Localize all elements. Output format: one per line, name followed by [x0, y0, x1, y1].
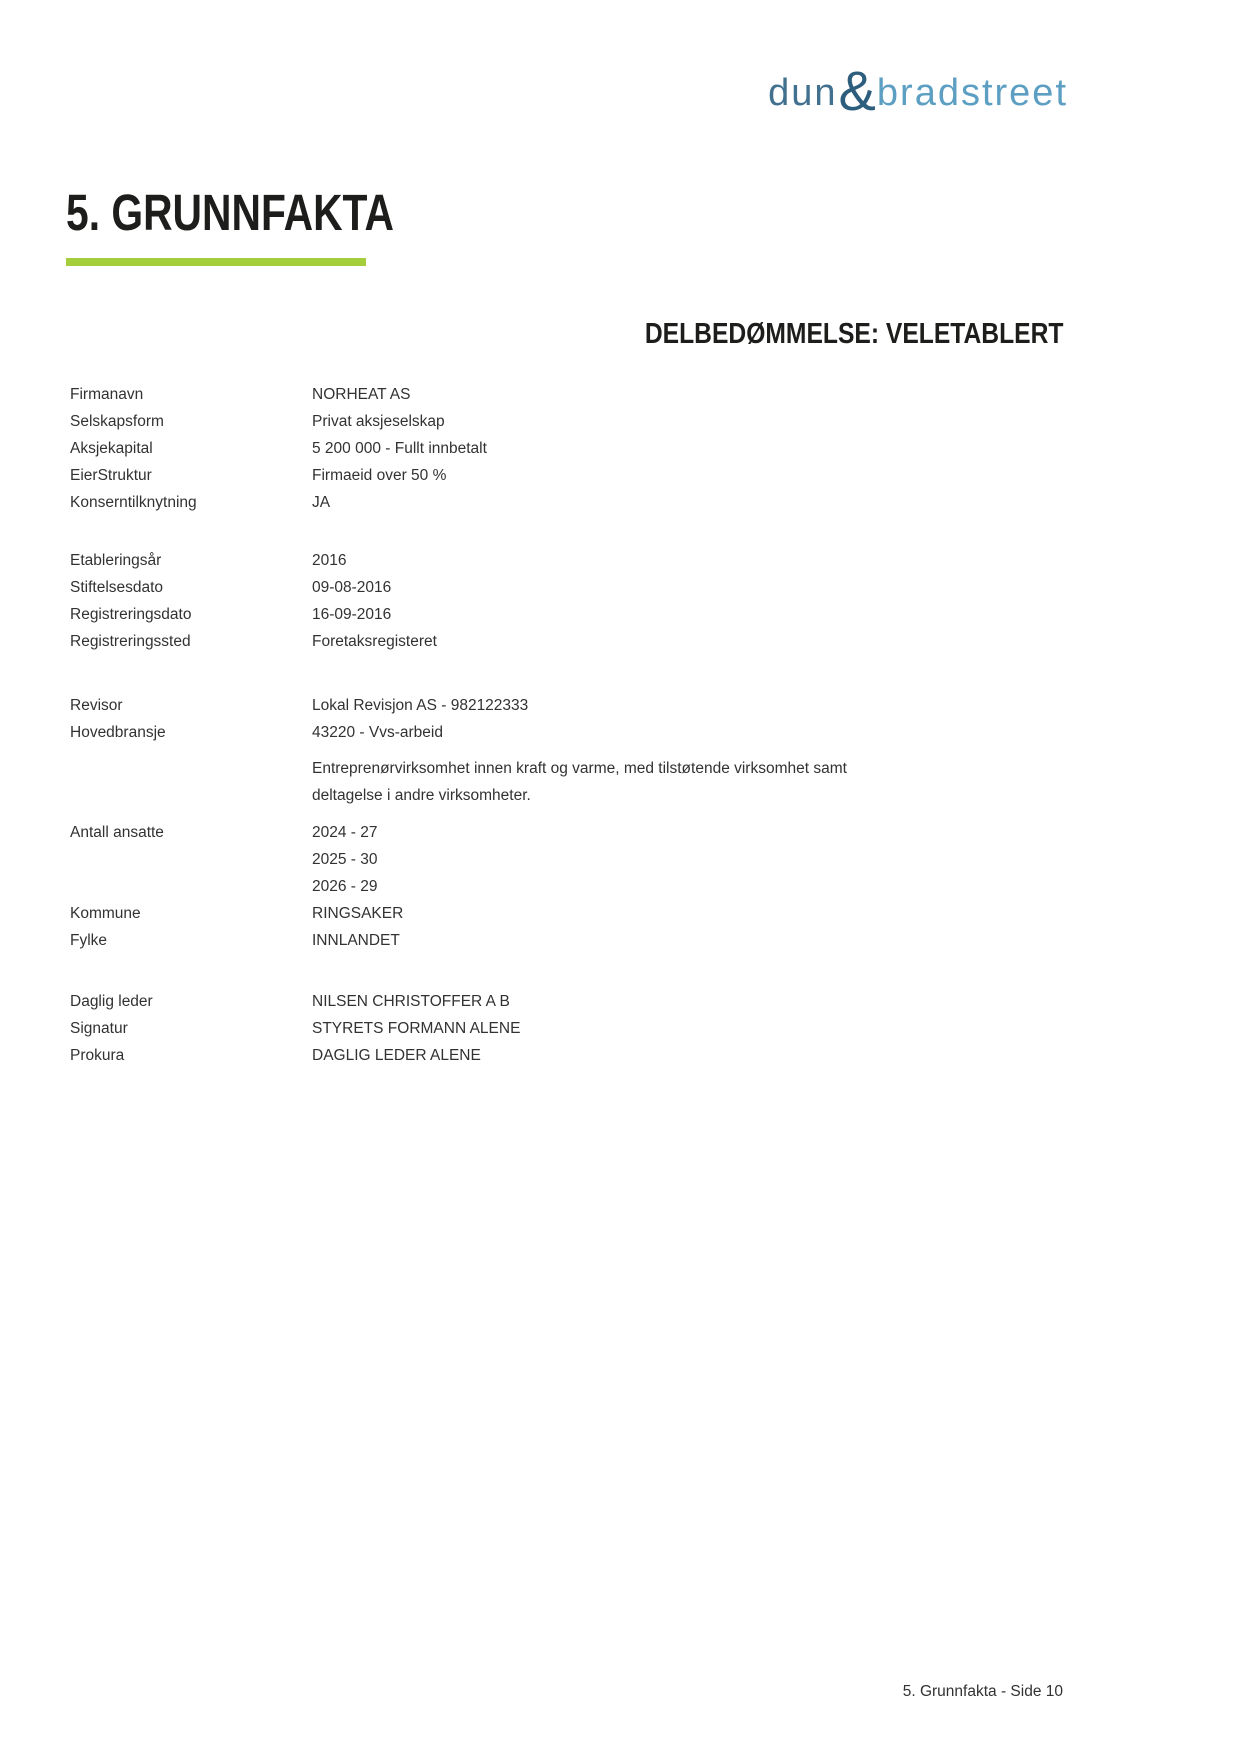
fact-row	[70, 1015, 1131, 1042]
fact-row	[70, 819, 1131, 846]
dun-bradstreet-logo	[768, 58, 1068, 122]
fact-value: 2024 - 27	[312, 824, 378, 841]
fact-label: Fylke	[70, 932, 108, 949]
fact-row	[70, 574, 1131, 601]
fact-label: Revisor	[70, 697, 123, 714]
page-footer: 5. Grunnfakta - Side 10	[902, 1683, 1063, 1700]
fact-value: 2016	[312, 552, 347, 569]
fact-value: 2026 - 29	[312, 878, 378, 895]
fact-label: Firmanavn	[70, 386, 144, 403]
fact-row	[70, 692, 1131, 719]
fact-label: Etableringsår	[70, 552, 162, 569]
fact-value: NORHEAT AS	[312, 386, 411, 403]
fact-value: 16-09-2016	[312, 606, 392, 623]
logo-word-bradstreet: bradstreet	[876, 72, 1068, 114]
sub-rating-heading: DELBEDØMMELSE: VELETABLERT	[644, 318, 1063, 350]
fact-value: 2025 - 30	[312, 851, 378, 868]
industry-description-line: deltagelse i andre virksomheter.	[312, 787, 531, 804]
fact-label	[70, 846, 312, 873]
fact-row	[70, 1042, 1131, 1069]
fact-label: Registreringsdato	[70, 606, 192, 623]
fact-label: Hovedbransje	[70, 724, 166, 741]
fact-row	[70, 846, 1131, 873]
fact-row	[70, 628, 1131, 655]
fact-value: 09-08-2016	[312, 579, 392, 596]
fact-row	[70, 719, 1131, 746]
fact-value: STYRETS FORMANN ALENE	[312, 1020, 521, 1037]
fact-label: EierStruktur	[70, 467, 152, 484]
industry-description-line: Entreprenørvirksomhet innen kraft og varme, med tilstøtende virksomhet samt	[312, 760, 847, 777]
fact-value: RINGSAKER	[312, 905, 404, 922]
fact-value: Privat aksjeselskap	[312, 413, 445, 430]
fact-row	[70, 435, 1131, 462]
fact-row	[70, 601, 1131, 628]
industry-description	[312, 755, 972, 809]
facts-list	[70, 381, 1131, 1069]
fact-label: Stiftelsesdato	[70, 579, 164, 596]
facts-group-business	[70, 692, 1131, 954]
fact-label: Signatur	[70, 1020, 128, 1037]
fact-label: Selskapsform	[70, 413, 164, 430]
section-title: 5. GRUNNFAKTA	[66, 184, 394, 241]
fact-label: Prokura	[70, 1047, 125, 1064]
fact-value: INNLANDET	[312, 932, 400, 949]
ampersand-icon: &	[838, 59, 876, 122]
fact-label: Aksjekapital	[70, 440, 153, 457]
fact-value: Foretaksregisteret	[312, 633, 437, 650]
fact-row	[70, 927, 1131, 954]
fact-row	[70, 988, 1131, 1015]
fact-label: Registreringssted	[70, 633, 191, 650]
fact-label	[70, 873, 312, 900]
facts-group-registration	[70, 547, 1131, 655]
fact-row	[70, 873, 1131, 900]
fact-value: 43220 - Vvs-arbeid	[312, 724, 443, 741]
title-underline-bar	[66, 258, 366, 266]
fact-row	[70, 462, 1131, 489]
logo-word-dun: dun	[768, 72, 838, 114]
fact-value: Firmaeid over 50 %	[312, 467, 447, 484]
fact-label: Kommune	[70, 905, 141, 922]
fact-value: 5 200 000 - Fullt innbetalt	[312, 440, 487, 457]
fact-value: JA	[312, 494, 331, 511]
fact-row	[70, 547, 1131, 574]
fact-label: Konserntilknytning	[70, 494, 197, 511]
fact-row	[70, 489, 1131, 516]
fact-row	[70, 381, 1131, 408]
facts-group-company	[70, 381, 1131, 516]
fact-label: Antall ansatte	[70, 824, 164, 841]
fact-row	[70, 408, 1131, 435]
fact-value: Lokal Revisjon AS - 982122333	[312, 697, 529, 714]
fact-value: DAGLIG LEDER ALENE	[312, 1047, 481, 1064]
facts-group-management	[70, 988, 1131, 1069]
fact-label: Daglig leder	[70, 993, 153, 1010]
fact-value: NILSEN CHRISTOFFER A B	[312, 993, 510, 1010]
fact-row	[70, 900, 1131, 927]
